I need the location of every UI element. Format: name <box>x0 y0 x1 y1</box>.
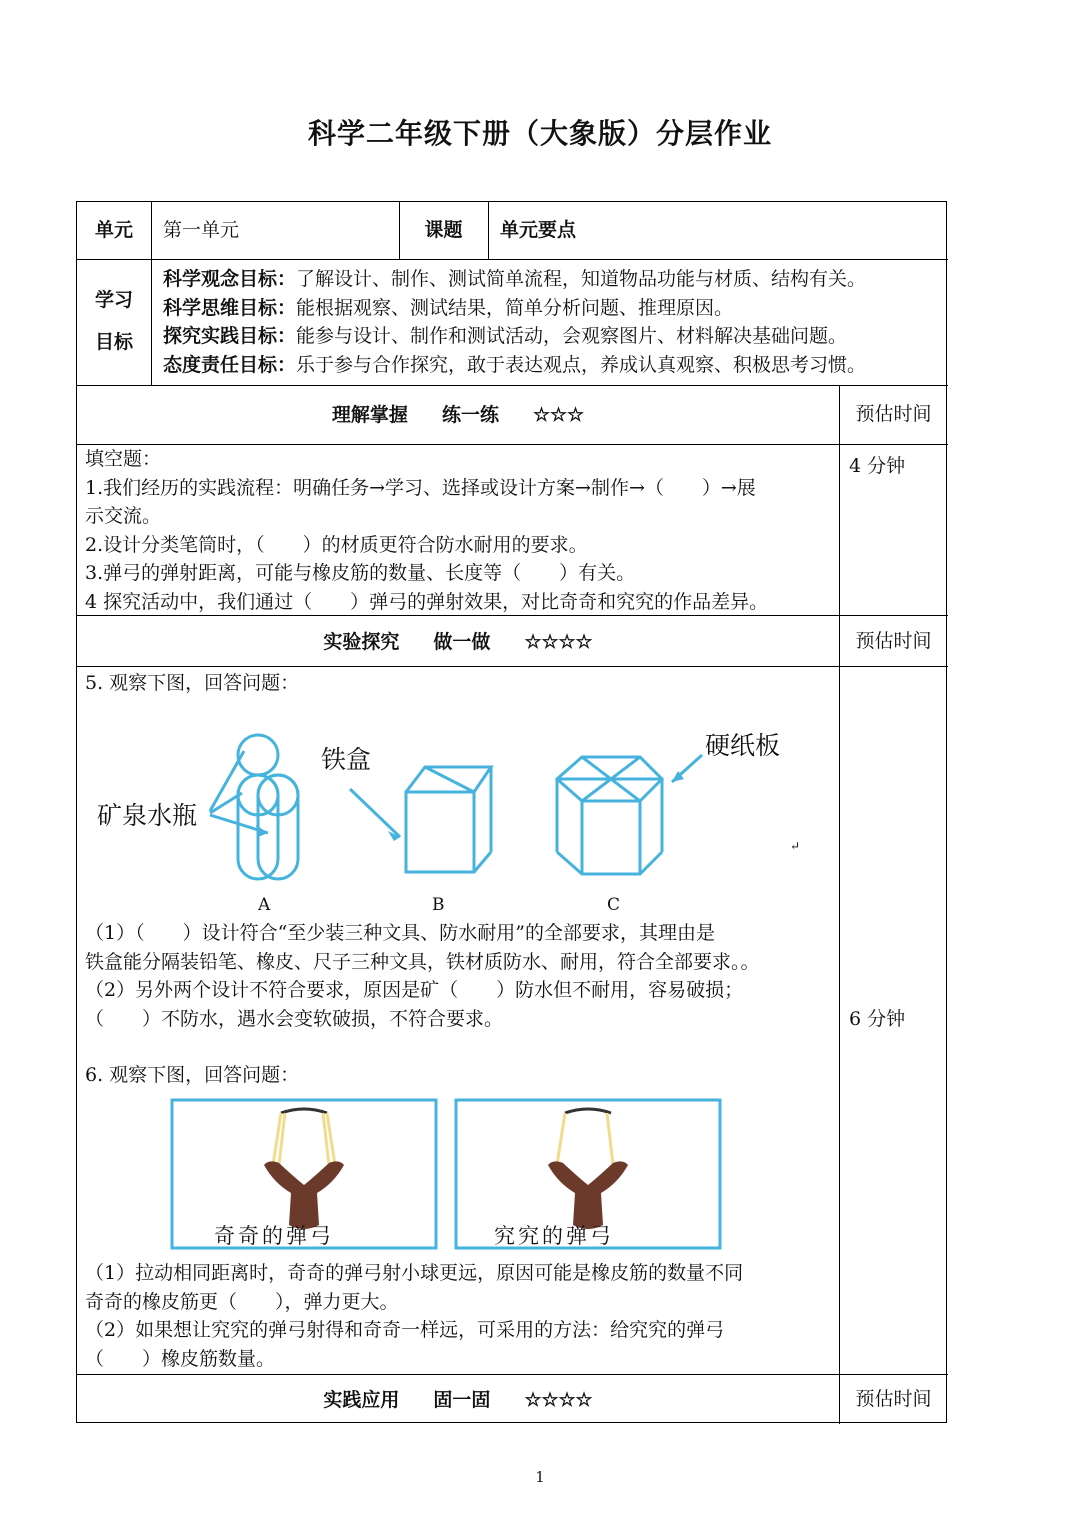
pen-holder-figure <box>92 727 812 887</box>
unit-label: 单元 <box>94 219 133 241</box>
q5-title: 5. 观察下图，回答问题： <box>85 672 300 694</box>
section2-time-label: 预估时间 <box>855 630 932 652</box>
homework-table <box>76 201 947 1423</box>
goal-thinking: 科学思维目标：能根据观察、测试结果，简单分析问题、推理原因。 <box>163 296 734 319</box>
section1-time: 4 分钟 <box>849 455 906 477</box>
section1-questions: 填空题： 1.我们经历的实践流程：明确任务→学习、选择或设计方案→制作→（ ）→展 示交流。 2.设计分类笔筒时，（ ）的材质更符合防水耐用的要求。 3.弹弓的弹射距离，可能与橡皮筋的数量、长度等（ ）有关。 4 探究活动中，我们通过（ ）弹弓的弹射效果，对比奇奇和究究的作品差异。 <box>85 448 769 613</box>
section1-time-label: 预估时间 <box>855 403 932 425</box>
goals-label-2: 目标 <box>94 331 133 353</box>
right-slingshot-caption: 究究的弹弓 <box>494 1224 614 1248</box>
q6-title: 6. 观察下图，回答问题： <box>85 1064 300 1086</box>
unit-value: 第一单元 <box>163 219 240 241</box>
label-cardboard: 硬纸板 <box>705 731 781 760</box>
label-bottles: 矿泉水瓶 <box>97 801 198 830</box>
topic-value: 单元要点 <box>500 219 577 241</box>
goal-concept: 科学观念目标：了解设计、制作、测试简单流程，知道物品功能与材质、结构有关。 <box>163 268 867 290</box>
goal-practice: 探究实践目标：能参与设计、制作和测试活动，会观察图片、材料解决基础问题。 <box>163 325 848 347</box>
option-b: B <box>432 895 445 915</box>
left-slingshot-caption: 奇奇的弹弓 <box>214 1224 334 1248</box>
q5-answers: （1）（ ）设计符合“至少装三种文具、防水耐用”的全部要求，其理由是 铁盒能分隔装铅笔、橡皮、尺子三种文具，铁材质防水、耐用，符合全部要求。。 （2）另外两个设计不符合要求，原因是矿（ ）防水但不耐用，容易破损； （ ）不防水，遇水会变软破损，不符合要求。 <box>85 922 760 1030</box>
section1-header: 理解掌握 练一练 ☆☆☆ <box>331 404 585 426</box>
topic-label: 课题 <box>424 219 463 241</box>
page-number: 1 <box>535 1468 545 1486</box>
label-tin-box: 铁盒 <box>321 745 372 774</box>
goals-label-1: 学习 <box>94 289 133 311</box>
section3-time-label: 预估时间 <box>855 1388 932 1410</box>
section2-header: 实验探究 做一做 ☆☆☆☆ <box>323 631 593 653</box>
section2-time: 6 分钟 <box>849 1008 906 1030</box>
option-a: A <box>258 895 271 915</box>
option-c: C <box>607 895 621 915</box>
paragraph-mark: ↵ <box>790 839 801 853</box>
q6-answers: （1）拉动相同距离时，奇奇的弹弓射小球更远，原因可能是橡皮筋的数量不同 奇奇的橡皮筋更（ ），弹力更大。 （2）如果想让究究的弹弓射得和奇奇一样远，可采用的方法：给究究的弹弓 （ ）橡皮筋数量。 <box>85 1262 744 1370</box>
goal-attitude: 态度责任目标：乐于参与合作探究，敢于表达观点，养成认真观察、积极思考习惯。 <box>163 353 867 376</box>
section3-header: 实践应用 固一固 ☆☆☆☆ <box>323 1389 593 1411</box>
page-title: 科学二年级下册（大象版）分层作业 <box>307 117 772 150</box>
